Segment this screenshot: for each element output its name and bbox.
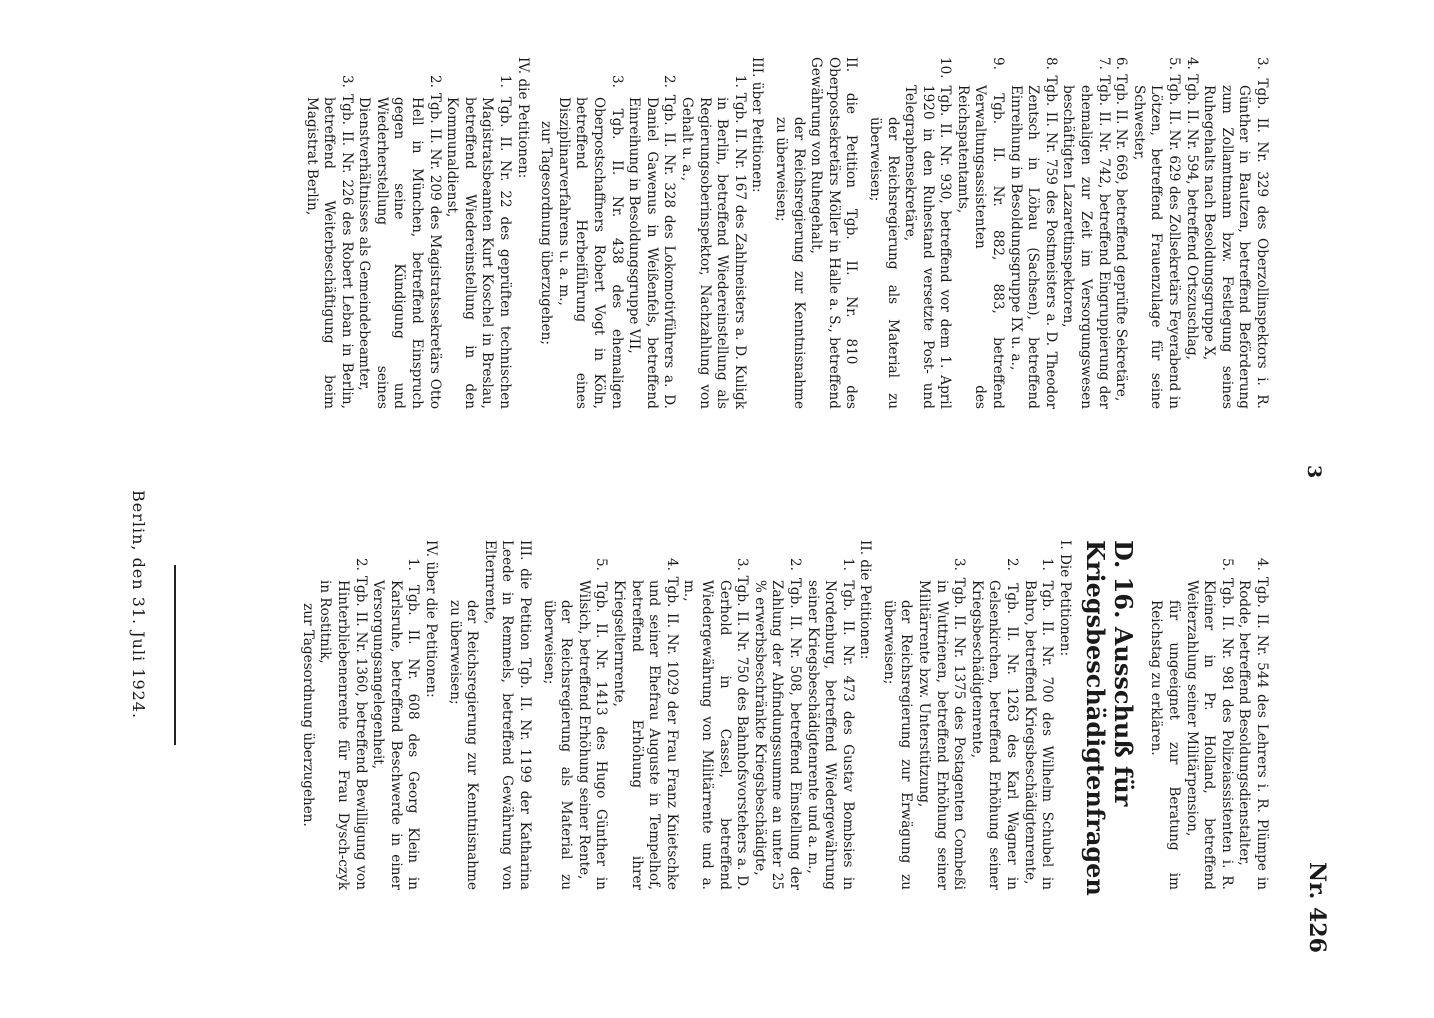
decision-text: der Reichsregierung als Material zu überweisen;	[540, 600, 575, 890]
petition-item: 1. Tgb. II. Nr. 473 des Gustav Bombsies in Nordenburg, betreffend Wiedergewährung seiner Kriegsbeschädigtenrente und a. m.,	[804, 558, 856, 890]
petition-item: 4. Tgb. II. Nr. 1029 der Frau Franz Knietschke und seiner Ehefrau Auguste in Tempelhof, betreffend Erhöhung ihrer Kriegselternrente,	[611, 558, 680, 890]
petition-item: 3. Tgb. II. Nr. 750 des Bahnhofsvorstehers a. D. Gerhold in Cassel, betreffend Wiedergewährung von Militärrente und a. m.,	[681, 558, 751, 890]
petition-item: 4. Tgb. II. Nr. 594, betreffend Ortszuschlag,	[1183, 57, 1200, 360]
petition-item: 2. Tgb. II. Nr. 1360, betreffend Bewilligung von Hinterbliebenenrente für Frau Dysch-czyk in Rostitnik,	[317, 558, 369, 890]
decision-text: der Reichsregierung zur Kenntnisnahme zu überweisen;	[772, 117, 807, 409]
petition-item: 5. Tgb. II. Nr. 981 des Polizeiassistenten i. R. Kleiner in Pr. Holland, betreffend Weiterzahlung seiner Militärpension,	[1183, 558, 1235, 890]
petition-item: 7. Tgb. II. Nr. 742, betreffend Eingruppierung der ehemaligen zur Zeit im Versorgungswesen beschäftigten Lazarettinspektoren,	[1060, 57, 1112, 409]
decision-text: zur Tagesordnung überzugehen.	[299, 603, 316, 827]
section-item: II. die Petitionen:	[857, 540, 874, 660]
petition-item: 2. Tgb. II. Nr. 1263 des Karl Wagner in Gelsenkirchen, betreffend Erhöhung seiner Kriegsbeschädigtenrente,	[968, 558, 1021, 890]
decision-text: der Reichsregierung zur Kenntnisnahme zu überweisen;	[446, 600, 481, 890]
page-number: 3	[1303, 465, 1325, 479]
petition-item: 1. Tgb. II. Nr. 608 des Georg Klein in Karlsruhe, betreffend Beschwerde in einer Versorgungsangelegenheit,	[370, 558, 422, 890]
section-item: III. die Petition Tgb. II. Nr. 1199 der Katharina Leede in Remmels, betreffend Gewährung von Elternrente,	[481, 540, 534, 890]
petition-item: 3. Tgb. II. Nr. 438 des ehemaligen Oberpostschaffners Robert Vogt in Köln, betreffend Herbeiführung eines Disziplinarverfahrens u. a. m.,	[555, 75, 625, 409]
petition-item: 1. Tgb. II. Nr. 22 des geprüften technischen Magistratsbeamten Kurt Koschel in Breslau, betreffend Wiedereinstellung in den Kommunaldienst,	[444, 75, 514, 409]
petition-item: 5. Tgb. II. Nr. 1413 des Hugo Günther in Wilsich, betreffend Erhöhung seiner Rente,	[575, 558, 610, 890]
petition-item: 1. Tgb. II. Nr. 167 des Zahlmeisters a. D. Kuligk in Berlin, betreffend Wiedereinstellung als Regierungsoberinspektor, Nachzahlung von Gehalt u. a.,	[679, 75, 748, 409]
petition-item: 2. Tgb. II. Nr. 508, betreffend Einstellung der Zahlung der Abfindungssumme an unter 25 % erwerbsbeschränkte Kriegsbeschädigte,	[751, 558, 803, 890]
spacer	[765, 57, 771, 409]
section-heading: D. 16. Ausschuß für Kriegsbeschädigtenfragen	[1080, 540, 1138, 896]
date-line: Berlin, den 31. Juli 1924.	[129, 490, 148, 720]
section-item: IV. die Petitionen:	[514, 57, 531, 179]
petition-item: 3. Tgb. II. Nr. 1375 des Postagenten Combeßi in Wuttrienen, betreffend Erhöhung seiner Militärrente bzw. Unterstützung,	[916, 558, 968, 890]
decision-text: der Reichsregierung zur Erwägung zu überweisen;	[880, 600, 915, 890]
section-item: IV. über die Petitionen:	[423, 540, 440, 698]
spacer	[531, 57, 537, 409]
petition-item: 3. Tgb. II. Nr. 226 des Robert Leban in Berlin, betreffend Weiterbeschäftigung beim Magistrat Berlin,	[303, 75, 355, 409]
petition-item: 10. Tgb. II. Nr. 930, betreffend vor dem 1. April 1920 in den Ruhestand versetzte Post- und Telegraphensekretäre,	[902, 57, 954, 409]
petition-item: 8. Tgb. II. Nr. 759 des Postmeisters a. D. Theodor Zentsch in Löbau (Sachsen), betreffend Einreihung in Besoldungsgruppe IX u. a.,	[1007, 57, 1059, 409]
left-text-column	[302, 57, 1270, 409]
section-item: III. über Petitionen:	[749, 57, 766, 193]
decision-text: der Reichsregierung als Material zu überweisen;	[866, 117, 901, 409]
closing-rule	[174, 565, 176, 745]
petition-item: 3. Tgb. II. Nr. 329 des Oberzollinspektors i. R. Günther in Bautzen, betreffend Beförderung zum Zollamtmann bzw. Festlegung seines Ruhegehalts nach Besoldungsgruppe X,	[1201, 57, 1270, 409]
right-text-column	[298, 540, 1270, 896]
decision-text: zur Tagesordnung überzugehen;	[538, 120, 555, 346]
petition-item: 1. Tgb. II. Nr. 700 des Wilhelm Schubel in Bahro, betreffend Kriegsbeschädigtenrente,	[1021, 558, 1056, 890]
petition-item: 4. Tgb. II. Nr. 544 des Lehrers i. R. Plümpe in Rodde, betreffend Besoldungsdienstalter,	[1236, 558, 1270, 890]
petition-item: 2. Tgb. II. Nr. 328 des Lokomotivführers a. D. Daniel Gawenus in Weißenfels, betreffend Einreihung in Besoldungsgruppe VII,	[626, 75, 678, 409]
spacer	[873, 540, 879, 890]
decision-text: für ungeeignet zur Beratung im Reichstag zu erklären.	[1148, 600, 1183, 890]
spacer	[533, 540, 539, 890]
spacer	[859, 57, 865, 409]
petition-item: 5. Tgb. II. Nr. 629 des Zollsekretärs Feyerabend in Lötzen, betreffend Frauenzulage für seine Schwester,	[1130, 57, 1183, 409]
petition-item: 2. Tgb. II. Nr. 209 des Magistratssekretärs Otto Hell in München, betreffend Einspruch gegen seine Kündigung und Wiederherstellung seines Dienstverhältnisses als Gemeindebeamter,	[356, 75, 443, 409]
spacer	[439, 540, 445, 890]
section-item: II. die Petition Tgb. II. Nr. 810 des Oberpostsekretärs Möller in Halle a. S., betreffend Gewährung von Ruhegehalt,	[808, 57, 860, 409]
document-number: Nr. 426	[1304, 862, 1330, 953]
section-item: I. Die Petitionen:	[1056, 540, 1073, 657]
petition-item: 9. Tgb. II. Nr. 882, 883, betreffend Verwaltungsassistenten des Reichspatentamts,	[954, 57, 1007, 409]
petition-item: 6. Tgb. II. Nr. 669, betreffend geprüfte Sekretäre,	[1113, 57, 1130, 402]
